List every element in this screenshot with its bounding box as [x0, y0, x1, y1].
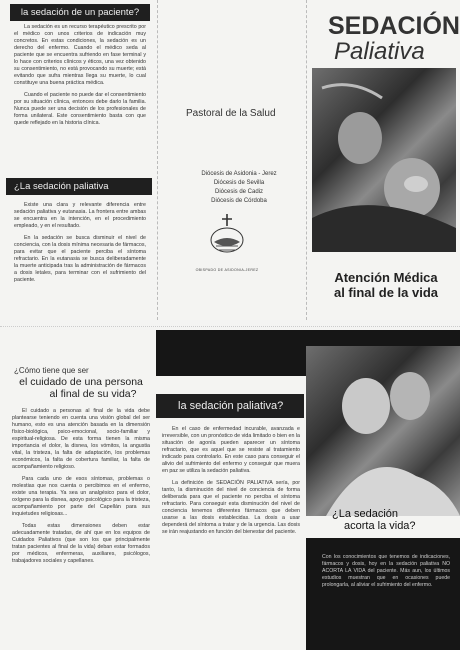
diocese: Diócesis de Cadiz	[214, 189, 264, 195]
section-header: la sedación de un paciente?	[10, 4, 150, 21]
couple-photo-icon	[306, 346, 460, 516]
text-block	[162, 426, 300, 541]
paragraph: Cuando el paciente no puede dar el consentimiento por su situación clínica, entonces debe darlo la familia. Nunca puede ser una decisión de los profesionales de forma unilateral. Este consentimiento basta con que quede reflejado en la historia clínica.	[14, 92, 146, 126]
answer-text: Con los conocimientos que tenemos de indicaciones, fármacos y dosis, hoy en la sedación paliativa NO ACORTA LA VIDA del paciente. Más aun, los últimos estudios muestran que en ocasiones puede prolongarla, al aliviar el sufrimiento del enfermo.	[322, 554, 450, 588]
diocese: Diócesis de Córdoba	[211, 198, 267, 204]
paragraph: Existe una clara y relevante diferencia entre sedación paliativa y eutanasia. La frontera entre ambas se encuentra en la intención, en el procedimiento empleado, y en el resultado.	[14, 202, 146, 229]
question-line: ¿La sedación	[332, 508, 399, 520]
paragraph: En el caso de enfermedad incurable, avanzada e irreversible, con un pronóstico de vida limitado o bien en la situación de agonía pueden aparecer un síntoma refractario, que es aquel que se resiste al tratamiento indicado para controlarlo. En este caso para conseguir el alivio del sufrimiento del enfermo y conseguir que muera en paz se utiliza la sedación paliativa.	[162, 426, 300, 474]
dioceses-list	[170, 170, 308, 206]
section-header: ¿La sedación paliativa	[6, 178, 152, 195]
diocese: Diócesis de Asidonia - Jerez	[201, 171, 277, 177]
question-line: al final de su vida?	[49, 388, 137, 400]
text-block	[14, 24, 146, 132]
emblem-icon	[202, 212, 252, 268]
subtitle-line: al final de la vida	[333, 285, 439, 300]
fold-line	[306, 0, 307, 320]
subtitle-line: Atención Médica	[334, 270, 438, 285]
main-title: SEDACIÓN	[328, 12, 460, 40]
right-question	[332, 508, 416, 532]
caregiver-photo-icon	[312, 68, 456, 252]
main-title-sub: Paliativa	[334, 38, 425, 65]
text-block	[12, 408, 150, 570]
question-line: acorta la vida?	[344, 520, 416, 532]
question-small: ¿Cómo tiene que ser	[14, 366, 89, 375]
page-divider	[0, 326, 460, 327]
pastoral-title: Pastoral de la Salud	[186, 108, 276, 119]
paragraph: La definición de SEDACIÓN PALIATIVA sería, por tanto, la disminución del nivel de conciencia de forma deliberada para que el paciente no perciba el síntoma refractario. Para conseguir esta disminución del nivel de conciencia tenemos diferentes fármacos que deben usarse a las dosis establecidas. La dosis a usar dependerá del síntoma a tratar y de la urgencia. Las dosis se irán reajustando en función del bienestar del paciente.	[162, 480, 300, 535]
section-header: la sedación paliativa?	[156, 394, 304, 418]
paragraph: Todas estas dimensiones deben estar adecuadamente tratadas, de ahí que en los equipos de Cuidados Paliativos (que son los que principalmente tratan pacientes al final de la vida) deban estar formados por médicos, enfermeras, auxiliares, psicólogos, trabajadores sociales y capellanes.	[12, 523, 150, 564]
paragraph: La sedación es un recurso terapéutico prescrito por el médico con unos criterios de indicación muy concretos. En estas condiciones, la sedación es un derecho del enfermo. Cuando el médico seda al paciente que se encuentra sufriendo en fase terminal y lo hace con criterios clínicos y éticos, una vez obtenido su consentimiento, no está provocando su muerte; está evitando que sufra mientras llega su muerte, lo cual constituye una buena práctica médica.	[14, 24, 146, 86]
diocese: Diócesis de Sevilla	[213, 180, 265, 186]
paragraph: Para cada uno de esos síntomas, problemas o molestias que nos cuenta o percibimos en el enfermo, existe una terapia. Ya sea un analgésico para el dolor, oxígeno para la disnea, apoyo psicológico para la tristeza, acompañamiento por parte del Capellán para sus inquietudes religiosas...	[12, 476, 150, 517]
question-line: el cuidado de una persona	[19, 376, 143, 388]
text-block	[14, 202, 146, 289]
cover-subtitle	[316, 270, 456, 300]
elderly-couple-photo	[306, 346, 460, 516]
fold-line	[157, 0, 158, 320]
cover-photo	[312, 68, 456, 252]
paragraph: El cuidado a personas al final de la vida debe plantearse teniendo en cuenta una visión global del ser humano, esto es una atención basada en la dimensión físico-biológica, psico-emocional, socio-familiar y espiritual-religiosa. De esta forma tienen la misma importancia el dolor, la disnea, los vómitos, la angustia vital, la tristeza, la falta de adaptación, los problemas económicos, la falta de cobertura familiar, la falta de acompañamiento religioso.	[12, 408, 150, 470]
question-heading	[8, 376, 154, 400]
emblem-caption: OBISPADO DE ASIDONIA-JEREZ	[195, 268, 259, 272]
answer-box	[306, 538, 460, 650]
diocese-emblem	[202, 212, 252, 268]
paragraph: En la sedación se busca disminuir el nivel de conciencia, con la dosis mínima necesaria de fármacos, para evitar que el paciente perciba el síntoma refractario. En la eutanasia se busca deliberadamente la muerte anticipada tras la administración de fármacos a dosis letales, para terminar con el sufrimiento del paciente.	[14, 235, 146, 283]
